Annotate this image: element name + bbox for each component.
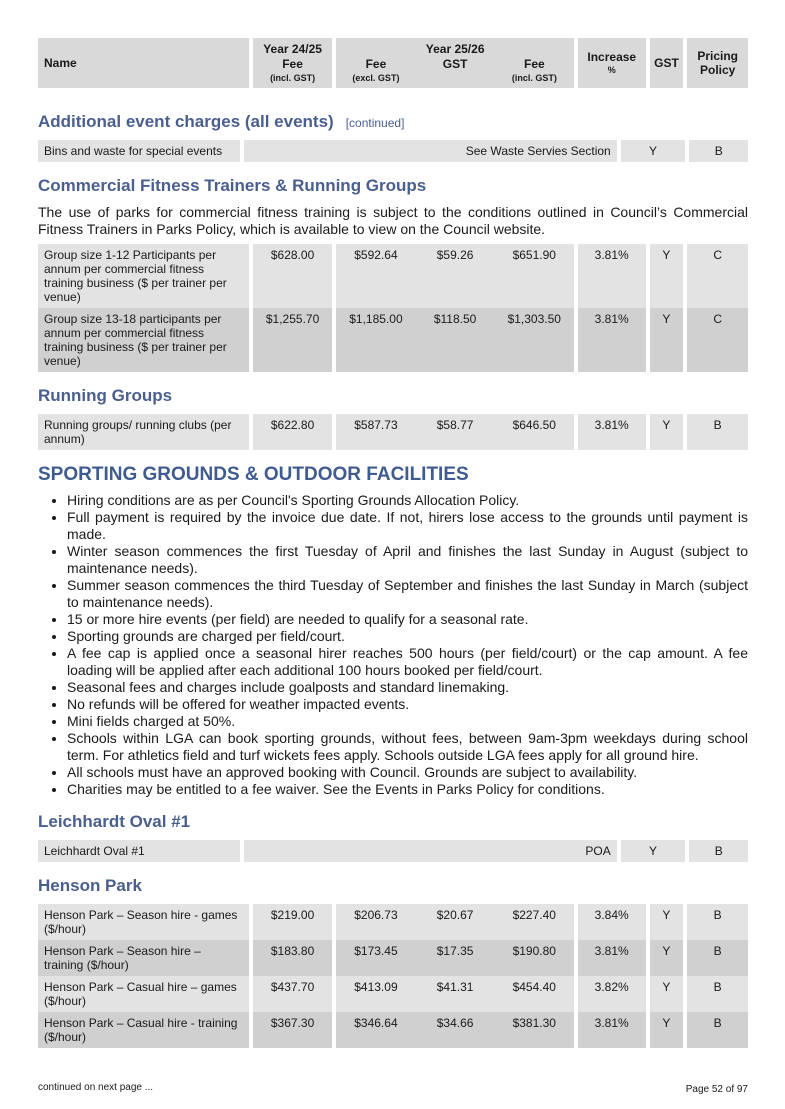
row-fees-2526 (336, 244, 574, 308)
table-row (38, 140, 748, 162)
row-fee-2425: $622.80 (253, 414, 333, 450)
section-title-fitness: Commercial Fitness Trainers & Running Groups (38, 176, 427, 195)
row-fee-excl: $206.73 (354, 908, 398, 922)
row-fees-2526 (336, 976, 574, 1012)
row-fee-incl: $227.40 (512, 908, 556, 922)
row-name: Henson Park – Casual hire – games ($/hour) (38, 976, 249, 1012)
row-gst: Y (650, 308, 684, 372)
list-item: • 15 or more hire events (per field) are needed to qualify for a seasonal rate. (67, 611, 748, 628)
row-fee-excl: $346.64 (354, 1016, 398, 1030)
page-number: Page 52 of 97 (685, 1084, 748, 1095)
row-gst: Y (650, 976, 684, 1012)
row-gst: Y (621, 840, 686, 862)
row-fee-2425: $1,255.70 (253, 308, 333, 372)
row-gst-amount: $118.50 (433, 312, 477, 326)
row-gst-amount: $59.26 (436, 248, 474, 262)
header-increase-sub: % (607, 65, 616, 75)
row-fees-2526 (336, 940, 574, 976)
row-name: Henson Park – Season hire – training ($/hour) (38, 940, 249, 976)
header-year-2425-sub: (incl. GST) (270, 73, 316, 83)
section-title-additional (38, 112, 748, 132)
row-fee-incl: $454.40 (512, 980, 556, 994)
footer-continued: continued on next page ... (38, 1082, 154, 1093)
table-row (38, 414, 748, 450)
row-name: Henson Park – Season hire - games ($/hour) (38, 904, 249, 940)
fee-schedule-page (38, 38, 748, 1048)
header-fee-incl-sub: (incl. GST) (511, 73, 557, 83)
row-policy: B (689, 140, 748, 162)
row-gst: Y (650, 1012, 684, 1048)
row-name: Leichhardt Oval #1 (38, 840, 240, 862)
section-title-leichhardt: Leichhardt Oval #1 (38, 812, 191, 831)
row-gst-amount: $34.66 (436, 1016, 474, 1030)
row-gst: Y (650, 904, 684, 940)
list-item: • Full payment is required by the invoice due date. If not, hirers lose access to the grounds until payment is made. (67, 509, 748, 543)
header-gst-amount: GST (442, 57, 468, 71)
row-value: POA (244, 840, 616, 862)
row-increase: 3.81% (578, 308, 646, 372)
fitness-table (38, 244, 748, 372)
sporting-conditions-list (38, 492, 748, 798)
list-item: • Mini fields charged at 50%. (67, 713, 748, 730)
table-row (38, 840, 748, 862)
row-fee-excl: $587.73 (354, 418, 398, 432)
row-gst: Y (650, 940, 684, 976)
table-row (38, 976, 748, 1012)
row-gst-amount: $58.77 (436, 418, 474, 432)
table-row (38, 308, 748, 372)
header-pricing: Pricing (697, 49, 738, 63)
list-item: • Summer season commences the third Tuesday of September and finishes the last Sunday in March (subject to maintenance needs). (67, 577, 748, 611)
list-item: • Seasonal fees and charges include goalposts and standard linemaking. (67, 679, 748, 696)
row-gst-amount: $17.35 (436, 944, 474, 958)
row-policy: B (689, 840, 748, 862)
row-fee-2425: $183.80 (253, 940, 333, 976)
list-item: • A fee cap is applied once a seasonal hirer reaches 500 hours (per field/court) or the cap amount. A fee loading will be applied after each additional 100 hours booked per field/court. (67, 645, 748, 679)
row-fee-incl: $651.90 (512, 248, 556, 262)
row-value: See Waste Servies Section (244, 140, 616, 162)
row-fees-2526 (336, 904, 574, 940)
row-fee-incl: $1,303.50 (507, 312, 561, 326)
row-gst: Y (650, 414, 684, 450)
row-fee-2425: $219.00 (253, 904, 333, 940)
section-title-sporting: SPORTING GROUNDS & OUTDOOR FACILITIES (38, 464, 469, 485)
henson-table (38, 904, 748, 1048)
row-fee-excl: $592.64 (354, 248, 398, 262)
running-table (38, 414, 748, 450)
header-year-2526 (336, 38, 574, 88)
header-year-2425-fee: Fee (282, 57, 303, 71)
row-policy: B (687, 904, 748, 940)
table-header (38, 38, 748, 88)
row-policy: B (687, 976, 748, 1012)
row-fee-2425: $628.00 (253, 244, 333, 308)
row-fee-excl: $173.45 (354, 944, 398, 958)
header-fee-excl-sub: (excl. GST) (352, 73, 400, 83)
row-name: Henson Park – Casual hire - training ($/hour) (38, 1012, 249, 1048)
list-item: • Hiring conditions are as per Council's Sporting Grounds Allocation Policy. (67, 492, 748, 509)
row-fees-2526 (336, 414, 574, 450)
row-fee-incl: $190.80 (512, 944, 556, 958)
list-item: • Sporting grounds are charged per field/court. (67, 628, 748, 645)
row-increase: 3.81% (578, 940, 646, 976)
row-fees-2526 (336, 308, 574, 372)
continued-label: [continued] (345, 116, 405, 130)
table-row (38, 1012, 748, 1048)
row-fee-excl: $413.09 (354, 980, 398, 994)
row-fees-2526 (336, 1012, 574, 1048)
header-year-2425-label: Year 24/25 (263, 42, 322, 56)
row-gst-amount: $41.31 (436, 980, 474, 994)
row-name: Group size 1-12 Participants per annum per commercial fitness training business ($ per trainer per venue) (38, 244, 249, 308)
fitness-intro: The use of parks for commercial fitness training is subject to the conditions outlined in Council’s Commercial Fitness Trainers in Parks Policy, which is available to view on the Council website. (38, 204, 748, 237)
row-name: Running groups/ running clubs (per annum) (38, 414, 249, 450)
row-increase: 3.81% (578, 1012, 646, 1048)
table-row (38, 940, 748, 976)
header-gst: GST (650, 38, 684, 88)
header-pricing-policy (687, 38, 748, 88)
row-increase: 3.81% (578, 244, 646, 308)
additional-title: Additional event charges (all events) (38, 112, 334, 131)
row-policy: C (687, 308, 748, 372)
row-gst: Y (650, 244, 684, 308)
row-gst: Y (621, 140, 686, 162)
row-policy: B (687, 414, 748, 450)
header-name: Name (38, 38, 249, 88)
section-title-running: Running Groups (38, 386, 173, 405)
list-item: • Winter season commences the first Tuesday of April and finishes the last Sunday in August (subject to maintenance needs). (67, 543, 748, 577)
row-fee-excl: $1,185.00 (349, 312, 403, 326)
row-gst-amount: $20.67 (436, 908, 474, 922)
row-name: Bins and waste for special events (38, 140, 240, 162)
table-row (38, 904, 748, 940)
row-policy: C (687, 244, 748, 308)
row-policy: B (687, 1012, 748, 1048)
row-fee-incl: $381.30 (512, 1016, 556, 1030)
row-policy: B (687, 940, 748, 976)
list-item: • No refunds will be offered for weather impacted events. (67, 696, 748, 713)
list-item: • Schools within LGA can book sporting grounds, without fees, between 9am-3pm weekdays during school term. For athletics field and turf wickets fees apply. Schools outside LGA fees apply for all ground hire. (67, 730, 748, 764)
header-fee-excl: Fee (365, 57, 387, 71)
table-row (38, 244, 748, 308)
row-increase: 3.81% (578, 414, 646, 450)
header-year-2425 (253, 38, 333, 88)
row-increase: 3.84% (578, 904, 646, 940)
row-name: Group size 13-18 participants per annum per commercial fitness training business ($ per trainer per venue) (38, 308, 249, 372)
section-title-henson: Henson Park (38, 876, 142, 895)
row-fee-2425: $437.70 (253, 976, 333, 1012)
row-fee-2425: $367.30 (253, 1012, 333, 1048)
list-item: • Charities may be entitled to a fee waiver. See the Events in Parks Policy for conditions. (67, 781, 748, 798)
header-fee-incl: Fee (523, 57, 545, 71)
row-increase: 3.82% (578, 976, 646, 1012)
row-fee-incl: $646.50 (512, 418, 556, 432)
header-policy: Policy (699, 63, 736, 77)
header-increase-label: Increase (587, 50, 637, 64)
list-item: • All schools must have an approved booking with Council. Grounds are subject to availability. (67, 764, 748, 781)
header-year-2526-label: Year 25/26 (425, 42, 485, 56)
header-increase (578, 38, 646, 88)
